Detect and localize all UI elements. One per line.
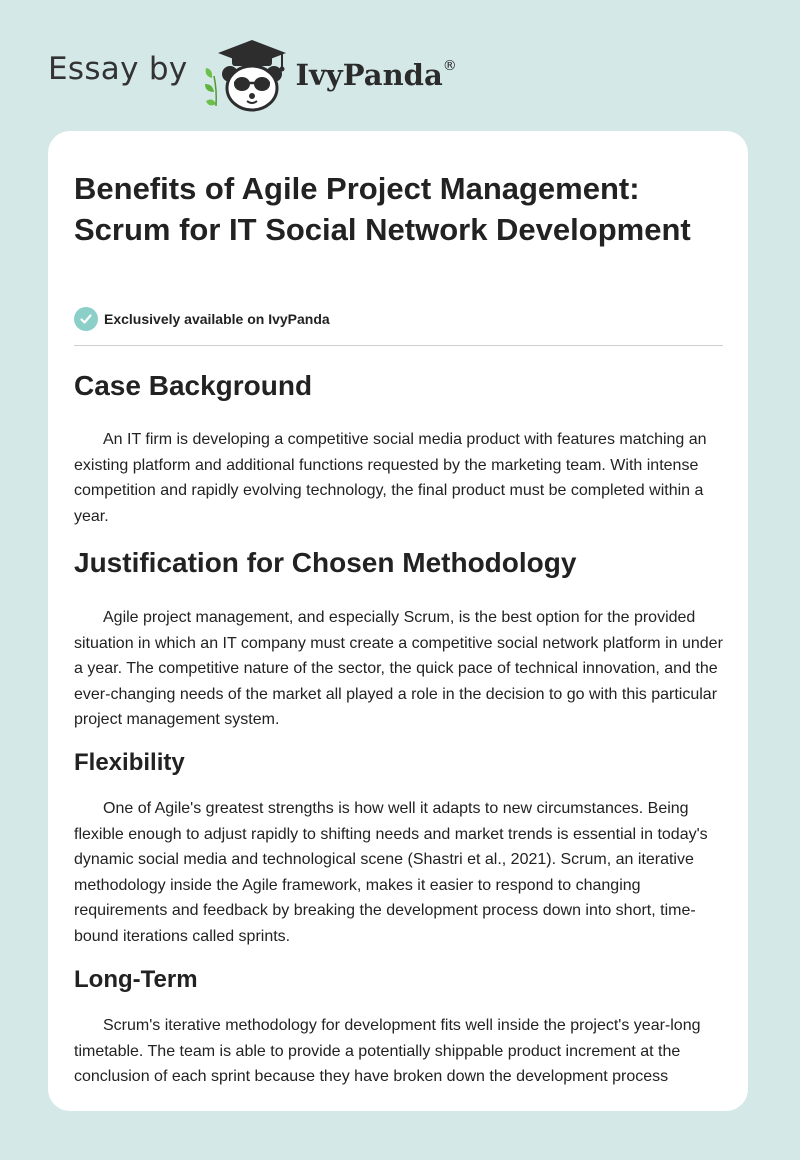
- site-header: [48, 36, 648, 114]
- exclusive-label: Exclusively available on IvyPanda: [104, 311, 330, 327]
- checkmark-icon: [74, 307, 98, 331]
- section-paragraph-long-term: Scrum's iterative methodology for development fits well inside the project's year-long timetable. The team is able to provide a potentially shippable product increment at the conclusion of each sprint because they have broken down the development process: [74, 1017, 701, 1085]
- registered-mark: ®: [442, 58, 457, 75]
- section-heading-case-background: Case Background: [74, 370, 313, 401]
- ivypanda-logo-icon[interactable]: [202, 36, 292, 114]
- exclusive-badge: [74, 307, 330, 331]
- article-card: [48, 131, 748, 1111]
- section-paragraph-justification: Agile project management, and especially Scrum, is the best option for the provided situation in which an IT company must create a competitive social network platform in under a year. The competitive nature of the sector, the quick pace of technical innovation, and the ever-changing needs of the market all played a role in the decision to go with this particular project management system.: [74, 609, 723, 728]
- article-title: Benefits of Agile Project Management: Scrum for IT Social Network Development: [74, 171, 691, 247]
- essay-by-label: Essay by: [48, 51, 188, 87]
- title-divider: [74, 345, 723, 346]
- section-paragraph-case-background: An IT firm is developing a competitive social media product with features matching an existing platform and additional functions requested by the marketing team. With intense competition and rapidly evolving technology, the final product must be completed within a year.: [74, 431, 707, 525]
- section-paragraph-flexibility: One of Agile's greatest strengths is how well it adapts to new circumstances. Being flexible enough to adjust rapidly to shifting needs and market trends is essential in today's dynamic social media and technological scene (Shastri et al., 2021). Scrum, an iterative methodology inside the Agile framework, makes it easier to respond to changing requirements and feedback by breaking the development process down into short, time-bound iterations called sprints.: [74, 800, 708, 945]
- section-heading-justification: Justification for Chosen Methodology: [74, 547, 577, 578]
- brand-name[interactable]: IvyPanda®: [295, 58, 457, 92]
- section-heading-flexibility: Flexibility: [74, 749, 185, 776]
- section-heading-long-term: Long-Term: [74, 966, 198, 993]
